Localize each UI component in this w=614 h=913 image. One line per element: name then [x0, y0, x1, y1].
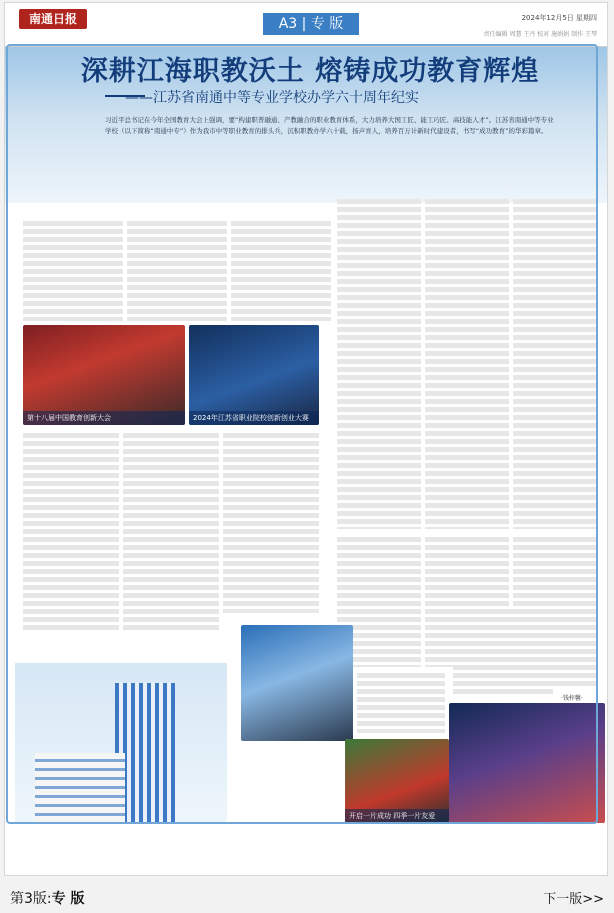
article-subhead: ——江苏省南通中等专业学校办学六十周年纪实: [125, 90, 419, 106]
photo-student-group: [345, 739, 449, 823]
photo-caption: 第十八届中国教育创新大会: [23, 411, 185, 425]
article-column-3: [425, 199, 509, 529]
article-column-11: [357, 673, 445, 733]
page-number-label: 第3版:: [10, 890, 52, 907]
current-page-indicator: [10, 888, 85, 908]
article-intro: 习近平总书记在今年全国教育大会上强调，要“构建职普融通、产教融合的职业教育体系，大力培养大国工匠、能工巧匠、高技能人才”。江苏省南通中等专业学校（以下简称“南通中专”）作为我市中等职业教育的排头兵，沉积职教办学六十载，扬声育人，培养百万计新时代建设者，书写“成功教育”的华彩篇章。: [105, 116, 554, 135]
article-column-12: [453, 609, 553, 695]
masthead: [5, 3, 608, 47]
photo-award-ceremony: [241, 625, 353, 741]
article-column-5: [23, 433, 119, 633]
article-column-1c: [231, 221, 331, 321]
photo-stage-performance: [449, 703, 605, 823]
article-column-1b: [127, 221, 227, 321]
newspaper-page: [4, 2, 608, 876]
newspaper-logo: 南通日报: [19, 9, 87, 29]
photo-campus-building: [15, 663, 227, 823]
photo-education-conference: [23, 325, 185, 425]
article-column-4: [513, 199, 597, 529]
next-page-link[interactable]: 下一版>>: [543, 892, 604, 907]
photo-caption: 2024年江苏省职业院校创新创业大赛: [189, 411, 319, 425]
article-column-7: [223, 433, 319, 613]
issue-date: 2024年12月5日 星期四: [521, 14, 597, 22]
editor-credits: 责任编辑 周慧 王丹 校对 施娟娟 制作 王琴: [483, 31, 597, 38]
building-wing: [35, 753, 125, 823]
article-author: ·钱梓馨·: [561, 695, 583, 702]
page-footer: [0, 882, 614, 913]
photo-caption: 开启一片成功 四季一片友爱: [345, 809, 449, 823]
article-column-2: [337, 199, 421, 529]
article-column-6: [123, 433, 219, 633]
photo-innovation-contest: [189, 325, 319, 425]
page-name: 专 版: [51, 890, 85, 907]
page-section-tag: A3 | 专 版: [263, 13, 359, 35]
article-headline: 深耕江海职教沃土 熔铸成功教育辉煌: [80, 56, 540, 87]
article-column-1a: [23, 221, 123, 321]
